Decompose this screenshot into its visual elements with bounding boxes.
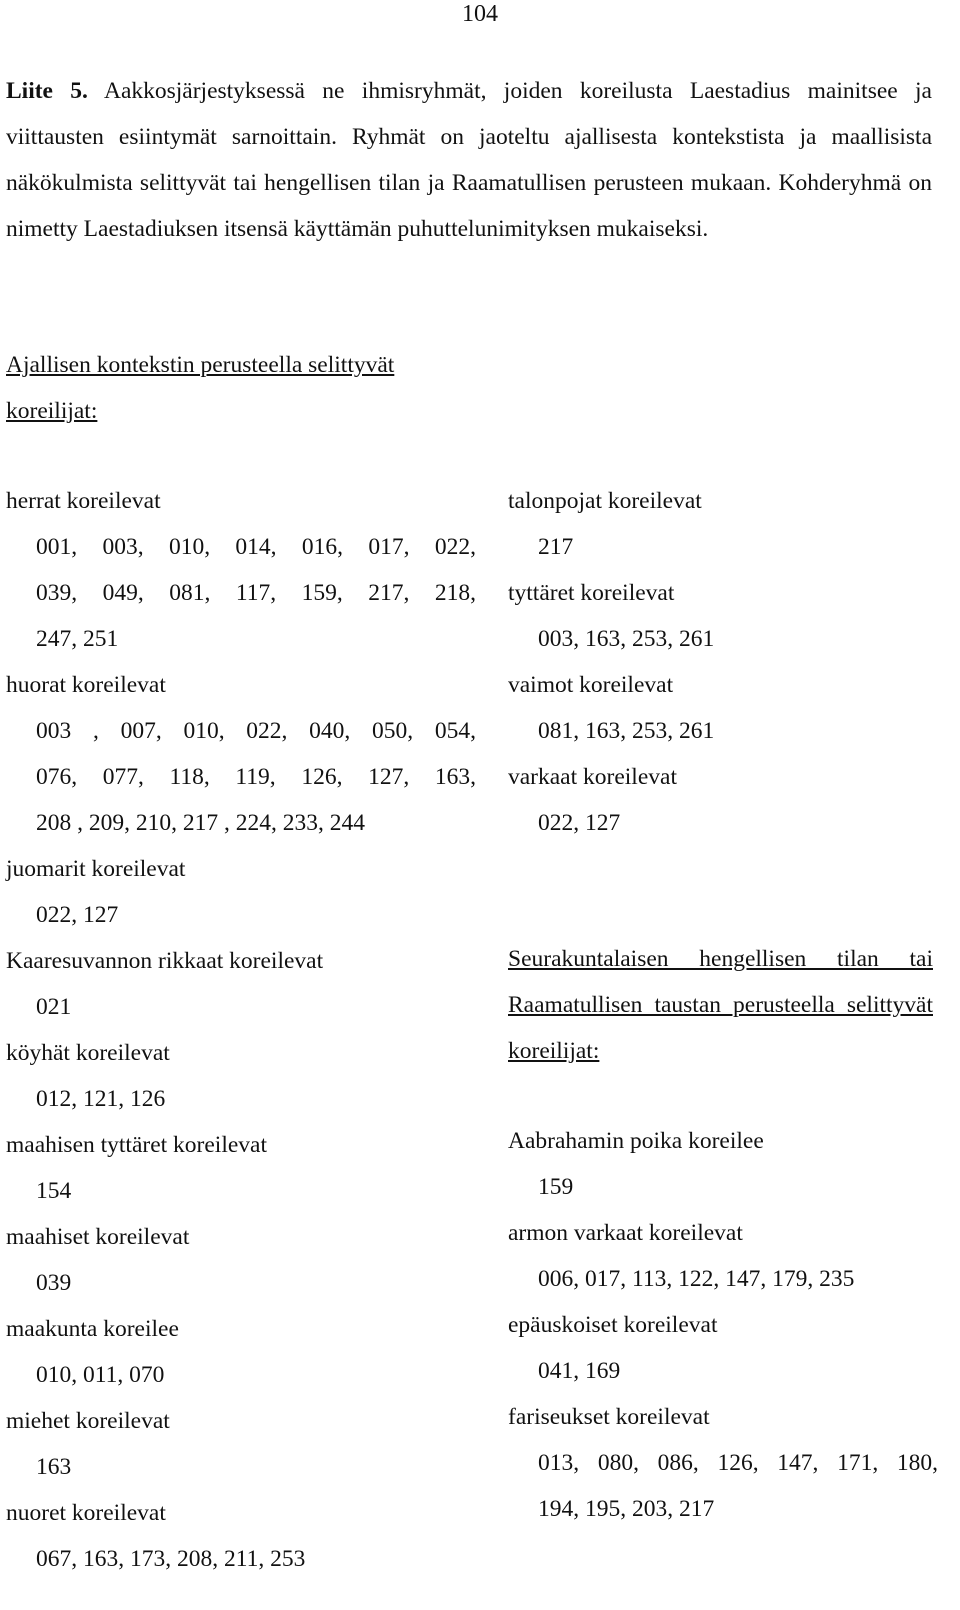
group-refs-line: 003 , 007, 010, 022, 040, 050, 054, [36, 718, 476, 744]
group-title: juomarit koreilevat [6, 856, 186, 882]
group-title: vaimot koreilevat [508, 672, 674, 698]
group-refs-line: 208 , 209, 210, 217 , 224, 233, 244 [36, 810, 365, 836]
group-title: köyhät koreilevat [6, 1040, 170, 1066]
group-talonpojat [508, 478, 933, 570]
group-refs-line: 022, 127 [538, 810, 621, 836]
group-armon-varkaat [508, 1210, 938, 1302]
intro-paragraph [6, 68, 932, 252]
group-title: miehet koreilevat [6, 1408, 170, 1434]
group-refs-line: 067, 163, 173, 208, 211, 253 [36, 1546, 306, 1572]
group-refs-line: 010, 011, 070 [36, 1362, 165, 1388]
group-maahiset [6, 1214, 476, 1306]
appendix-label: Liite 5. [6, 78, 88, 104]
group-refs-line: 001, 003, 010, 014, 016, 017, 022, [36, 534, 476, 560]
group-title: nuoret koreilevat [6, 1500, 166, 1526]
left-section-heading: Ajallisen kontekstin perusteella selittyvät koreilijat: [6, 352, 395, 424]
group-title: varkaat koreilevat [508, 764, 677, 790]
group-huorat [6, 662, 476, 846]
group-title: Aabrahamin poika koreilee [508, 1128, 764, 1154]
group-title: armon varkaat koreilevat [508, 1220, 743, 1246]
group-title: herrat koreilevat [6, 488, 161, 514]
group-refs-line: 217 [538, 534, 574, 560]
group-title: epäuskoiset koreilevat [508, 1312, 718, 1338]
group-title: huorat koreilevat [6, 672, 166, 698]
group-koyhat [6, 1030, 476, 1122]
group-epauskoiset [508, 1302, 938, 1394]
group-juomarit [6, 846, 476, 938]
group-aabrahamin-poika [508, 1118, 938, 1210]
group-tyttaret [508, 570, 933, 662]
group-title: maahiset koreilevat [6, 1224, 190, 1250]
right-top-group-list [508, 478, 933, 846]
group-herrat [6, 478, 476, 662]
group-refs-line: 163 [36, 1454, 72, 1480]
group-refs-line: 039, 049, 081, 117, 159, 217, 218, [36, 580, 476, 606]
group-maakunta [6, 1306, 476, 1398]
group-title: maahisen tyttäret koreilevat [6, 1132, 268, 1158]
group-title: Kaaresuvannon rikkaat koreilevat [6, 948, 324, 974]
group-refs-line: 022, 127 [36, 902, 119, 928]
group-refs-line: 041, 169 [538, 1358, 621, 1384]
group-fariseukset [508, 1394, 938, 1532]
group-title: talonpojat koreilevat [508, 488, 702, 514]
group-refs-line: 039 [36, 1270, 72, 1296]
group-title: maakunta koreilee [6, 1316, 179, 1342]
right-bottom-group-list [508, 1118, 938, 1532]
group-refs-line: 012, 121, 126 [36, 1086, 166, 1112]
right-section-heading: Seurakuntalaisen hengellisen tilan tai Raamatullisen taustan perusteella selittyvät koreilijat: [508, 946, 933, 1064]
group-maahisen-tyttaret [6, 1122, 476, 1214]
group-miehet [6, 1398, 476, 1490]
group-refs-line: 003, 163, 253, 261 [538, 626, 715, 652]
group-refs-line: 154 [36, 1178, 72, 1204]
page-number: 104 [462, 1, 498, 27]
group-refs-line: 021 [36, 994, 72, 1020]
group-refs-line: 247, 251 [36, 626, 119, 652]
group-kaaresuvannon-rikkaat [6, 938, 476, 1030]
group-title: tyttäret koreilevat [508, 580, 675, 606]
group-refs-line: 081, 163, 253, 261 [538, 718, 715, 744]
group-refs-line: 194, 195, 203, 217 [538, 1496, 715, 1522]
intro-text: Aakkosjärjestyksessä ne ihmisryhmät, joiden koreilusta Laestadius mainitsee ja viittausten esiintymät sarnoittain. Ryhmät on jaoteltu ajallisesta kontekstista ja maallisista näkökulmista selittyvät tai hengellisen tilan ja Raamatullisen perusteen mukaan. Kohderyhmä on nimetty Laestadiuksen itsensä käyttämän puhuttelunimityksen mukaiseksi. [6, 78, 932, 242]
group-varkaat [508, 754, 933, 846]
group-refs-line: 013, 080, 086, 126, 147, 171, 180, [538, 1450, 938, 1476]
group-title: fariseukset koreilevat [508, 1404, 710, 1430]
left-group-list [6, 478, 476, 1582]
group-refs-line: 159 [538, 1174, 574, 1200]
group-vaimot [508, 662, 933, 754]
group-refs-line: 076, 077, 118, 119, 126, 127, 163, [36, 764, 476, 790]
group-refs-line: 006, 017, 113, 122, 147, 179, 235 [538, 1266, 855, 1292]
group-nuoret [6, 1490, 476, 1582]
